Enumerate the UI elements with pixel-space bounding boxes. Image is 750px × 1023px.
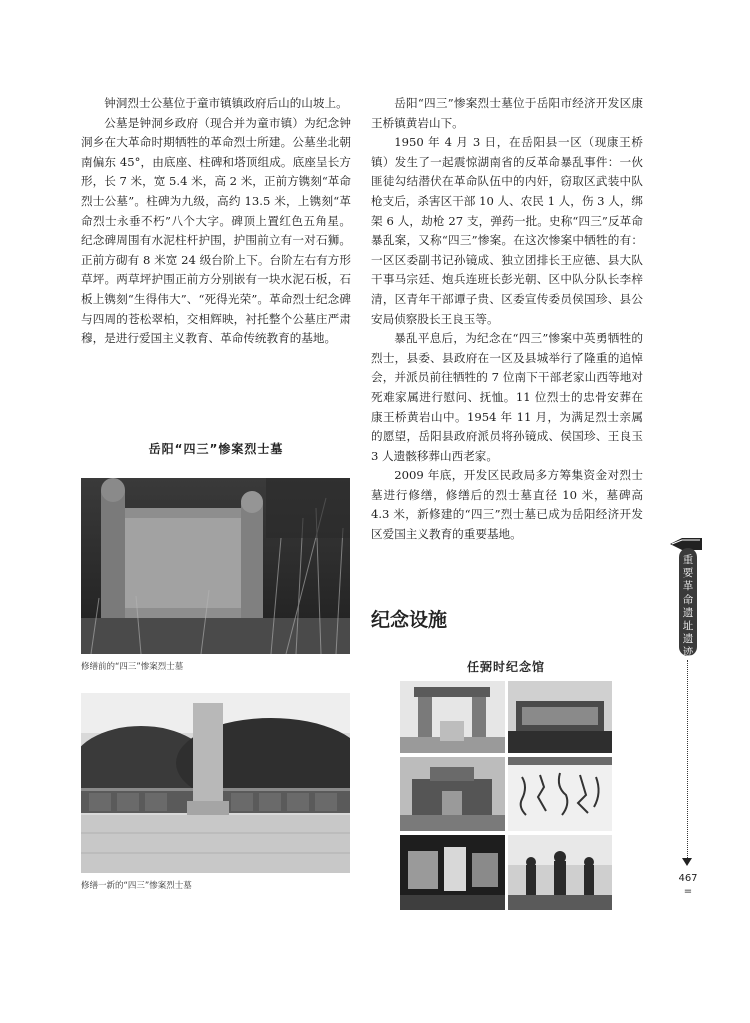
- page-number-mark: =: [683, 886, 693, 897]
- photo-caption-after: 修缮一新的“四三”惨案烈士墓: [81, 881, 192, 891]
- down-arrow-icon: [682, 858, 692, 866]
- right-paragraph-3: 暴乱平息后，为纪念在“四三”惨案中英勇牺牲的烈士，县委、县政府在一区及县城举行了隆重的追悼会，并派员前往牺牲的 7 位南下干部老家山西等地对死难家属进行慰问、抚恤。11 位烈士的忠骨安葬在康王桥黄岩山中。1954 年 11 月，为满足烈士亲属的愿望，岳阳县政府派员将孙镜成、侯国珍、王良玉 3 人遗骸移葬山西老家。: [371, 331, 643, 463]
- left-paragraph-1: 钟洞烈士公墓位于童市镇镇政府后山的山坡上。: [104, 96, 348, 110]
- collage-photo-entrance: [508, 681, 612, 753]
- photo-caption-before: 修缮前的“四三”惨案烈士墓: [81, 662, 184, 672]
- photo-title-ren-bishi-memorial: 任弼时纪念馆: [466, 660, 545, 674]
- right-paragraph-4: 2009 年底，开发区民政局多方筹集资金对烈士墓进行修缮，修缮后的烈士墓直径 10 米，墓碑高 4.3 米，新修建的“四三”烈士墓已成为岳阳经济开发区爱国主义教育的重要基地。: [371, 468, 643, 542]
- collage-photo-gate: [400, 681, 505, 753]
- collage-photo-statues: [508, 835, 612, 910]
- collage-photo-calligraphy: [508, 757, 612, 831]
- side-tab-dotted-line: [687, 660, 688, 860]
- photo-title-sisan-tomb: 岳阳“四三”惨案烈士墓: [148, 442, 284, 456]
- photo-tomb-before-restoration: [81, 478, 350, 654]
- side-tab-chapter: 重要革命遗址遗迹: [679, 548, 697, 656]
- right-paragraph-1: 岳阳“四三”惨案烈士墓位于岳阳市经济开发区康王桥镇黄岩山下。: [371, 96, 643, 130]
- collage-photo-hall: [400, 757, 505, 831]
- photo-tomb-after-restoration: [81, 693, 350, 873]
- page-number: 467: [678, 873, 698, 884]
- photo-collage-ren-bishi-memorial: [400, 681, 612, 910]
- right-paragraph-2: 1950 年 4 月 3 日，在岳阳县一区（现康王桥镇）发生了一起震惊湖南省的反革命暴乱事件：一伙匪徒勾结潜伏在革命队伍中的内奸，窃取区武装中队枪支后，杀害区干部 10 人、农民 1 人，伤 3 人，绑架 6 人，劫枪 27 支，弹药一批。史称“四三”反革命暴乱案，又称“四三”惨案。在这次惨案中牺牲的有：一区区委副书记孙镜成、独立团排长王应德、县大队干事马宗廷、炮兵连班长彭光朝、区中队分队长李梓清，区青年干部谭子贵、区委宣传委员侯国珍、县公安局侦察股长王良玉等。: [371, 135, 643, 326]
- right-column-text: [371, 94, 643, 545]
- left-paragraph-2: 公墓是钟洞乡政府（现合并为童市镇）为纪念钟洞乡在大革命时期牺牲的革命烈士所建。公墓坐北朝南偏东 45°，由底座、柱碑和塔顶组成。底座呈长方形，长 7 米，宽 5.4 米，高 2 米，正前方镌刻“革命烈士公墓”。柱碑为九级，高约 13.5 米，上镌刻“革命烈士永垂不朽”八个大字。碑顶上置红色五角星。纪念碑周围有水泥柱杆护围，护围前立有一对石狮。正前方砌有 8 米宽 24 级台阶上下。台阶左右有方形草坪。两草坪护围正前方分别嵌有一块水泥石板，石板上镌刻“生得伟大”、“死得光荣”。革命烈士纪念碑与四周的苍松翠柏，交相辉映，衬托整个公墓庄严肃穆，是进行爱国主义教育、革命传统教育的基地。: [81, 115, 351, 346]
- left-column-text: [81, 94, 351, 349]
- section-heading-memorial-facilities: 纪念设施: [371, 609, 448, 631]
- collage-photo-exhibition: [400, 835, 505, 910]
